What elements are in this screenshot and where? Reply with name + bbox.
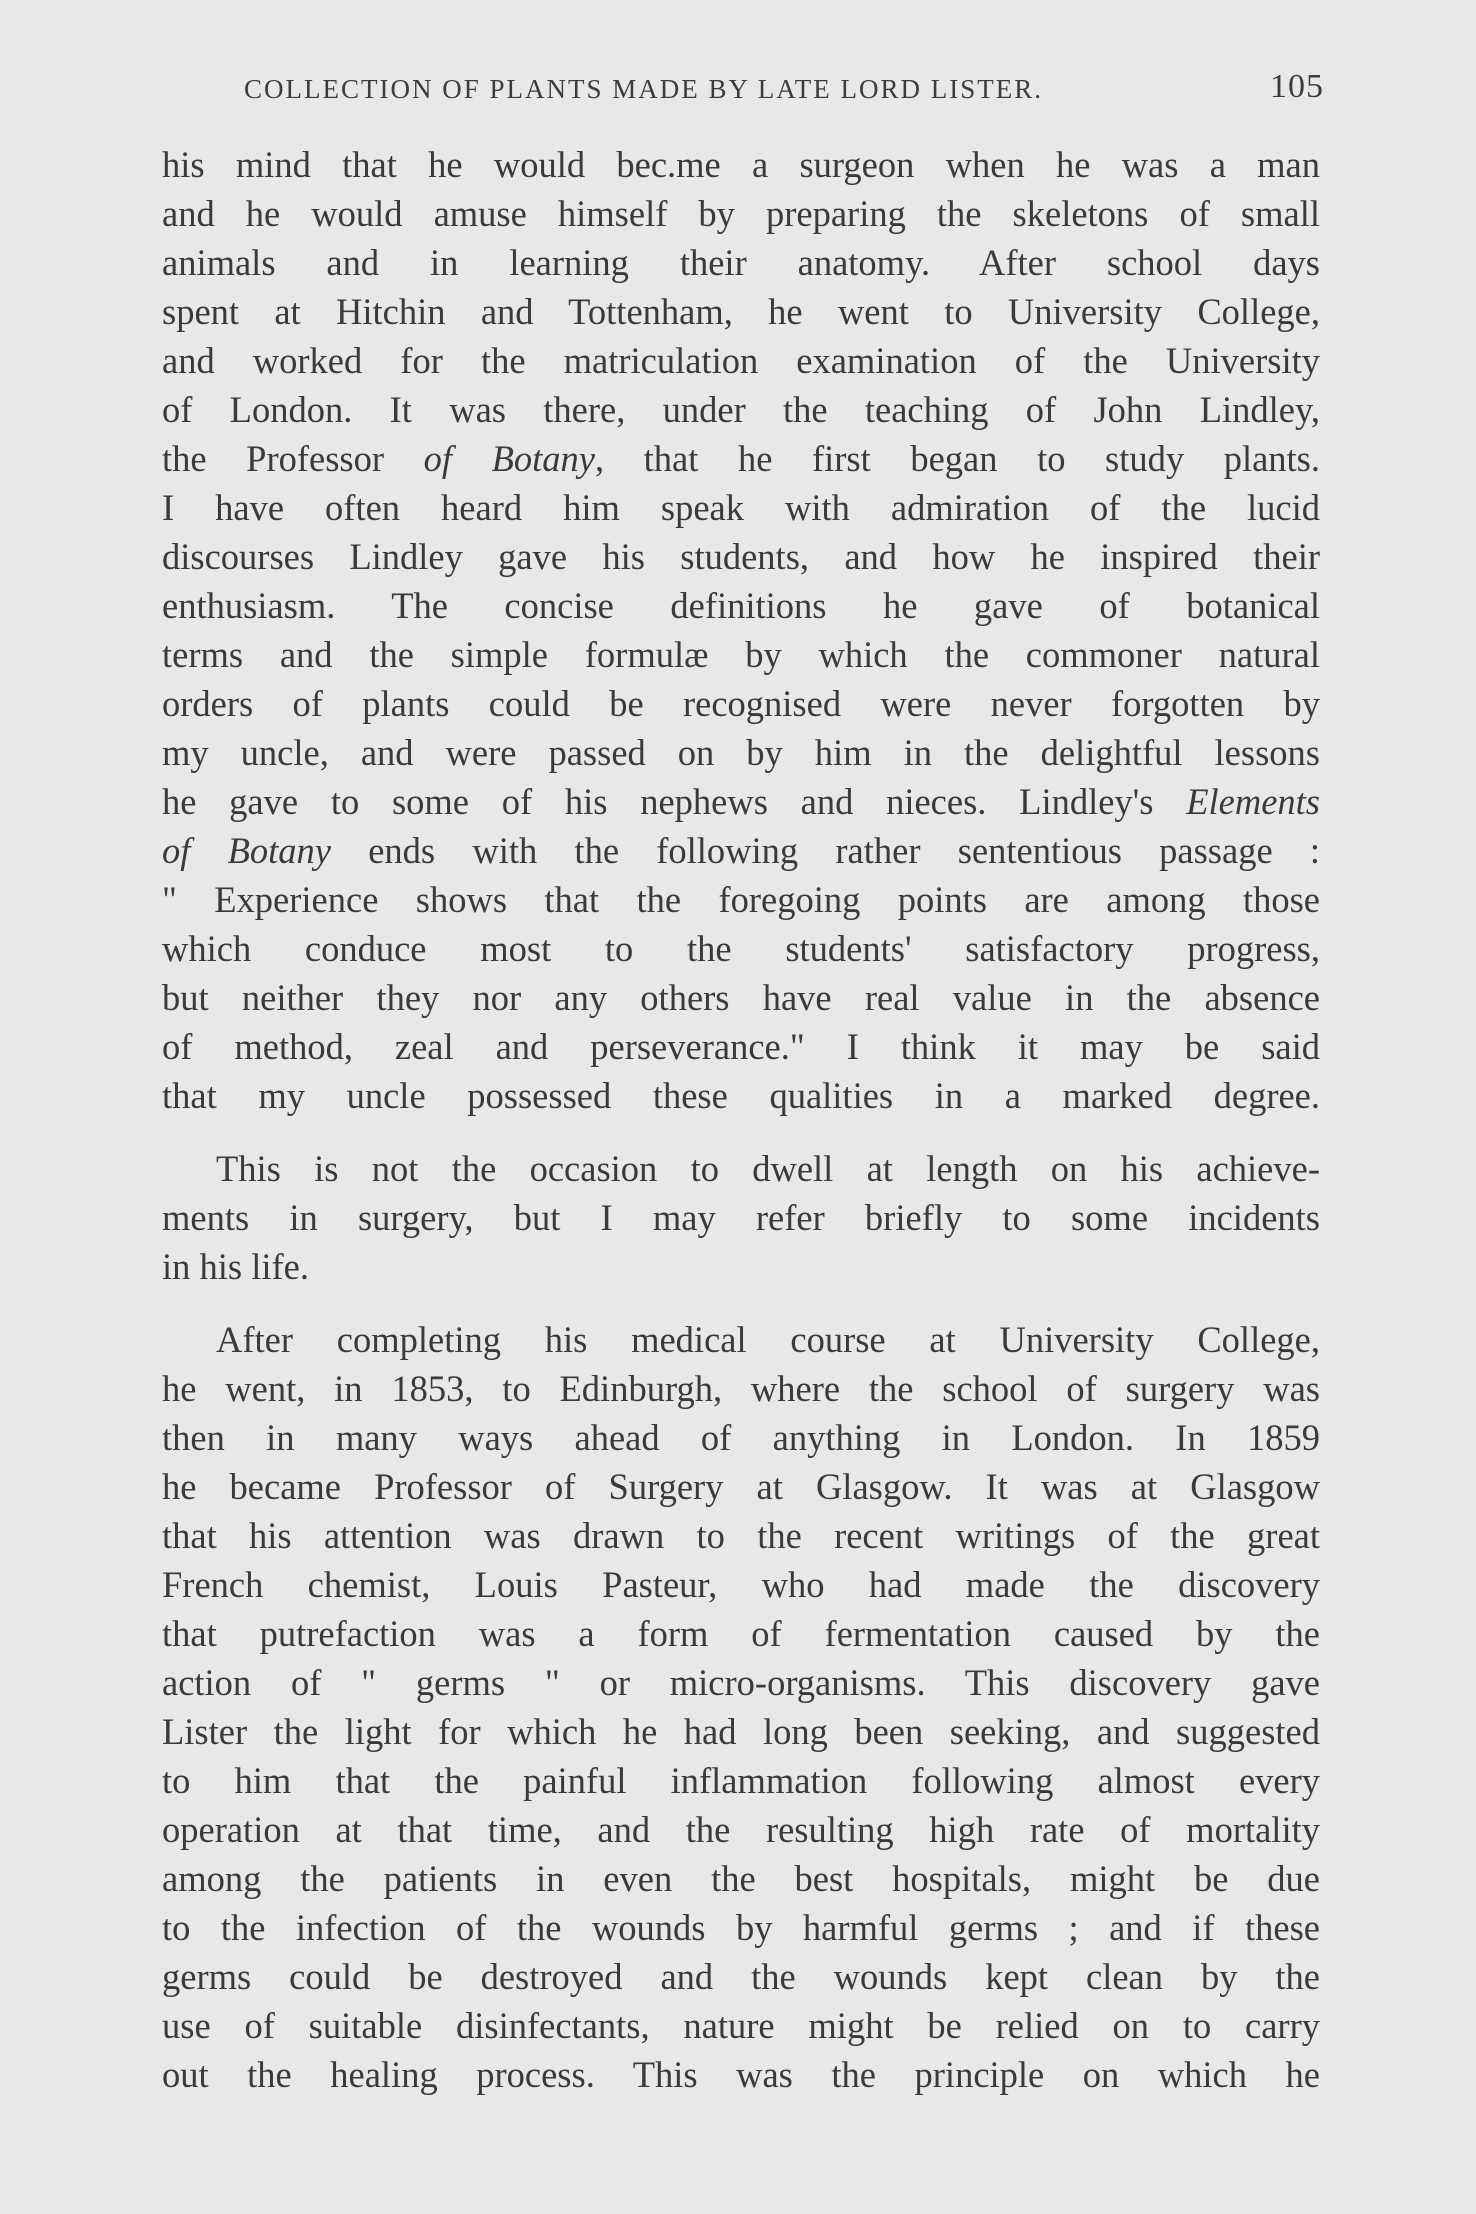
page-number: 105 — [1270, 68, 1324, 105]
text-line: germs could be destroyed and the wounds kept clean by the — [162, 1956, 1320, 1997]
text-line: " Experience shows that the foregoing points are among those — [162, 879, 1320, 920]
text-line: spent at Hitchin and Tottenham, he went to University College, — [162, 291, 1320, 332]
text-line: and he would amuse himself by preparing the skeletons of small — [162, 193, 1320, 234]
text-line: to him that the painful inflammation following almost every — [162, 1760, 1320, 1801]
text-line: to the infection of the wounds by harmful germs ; and if these — [162, 1907, 1320, 1948]
text-line: This is not the occasion to dwell at length on his achieve- — [216, 1148, 1320, 1189]
italic-title: of Botany — [423, 438, 595, 479]
text-line: of method, zeal and perseverance." I think it may be said — [162, 1026, 1320, 1067]
text-line: that my uncle possessed these qualities in a marked degree. — [162, 1075, 1320, 1116]
text-line: which conduce most to the students' satisfactory progress, — [162, 928, 1320, 969]
paragraph-3 — [162, 1315, 1320, 2099]
text-line: out the healing process. This was the principle on which he — [162, 2054, 1320, 2095]
text-line: action of " germs " or micro-organisms. This discovery gave — [162, 1662, 1320, 1703]
text-line: ments in surgery, but I may refer briefly to some incidents — [162, 1197, 1320, 1238]
text-line: orders of plants could be recognised were never forgotten by — [162, 683, 1320, 724]
text-line: in his life. — [162, 1246, 309, 1287]
text-line: that his attention was drawn to the recent writings of the great — [162, 1515, 1320, 1556]
text-line: he went, in 1853, to Edinburgh, where the school of surgery was — [162, 1368, 1320, 1409]
text-line: but neither they nor any others have real value in the absence — [162, 977, 1320, 1018]
text-line: of Botany ends with the following rather sententious passage : — [162, 830, 1321, 871]
text-line: discourses Lindley gave his students, and how he inspired their — [162, 536, 1320, 577]
text-line: then in many ways ahead of anything in London. In 1859 — [162, 1417, 1320, 1458]
text-line: operation at that time, and the resulting high rate of mortality — [162, 1809, 1320, 1850]
text-line: he gave to some of his nephews and nieces. Lindley's Elements — [162, 781, 1320, 822]
paragraph-1 — [162, 140, 1320, 1120]
body-text — [162, 140, 1320, 2099]
running-head — [244, 68, 1324, 112]
text-line: the Professor of Botany, that he first began to study plants. — [162, 438, 1321, 479]
text-line: my uncle, and were passed on by him in the delightful lessons — [162, 732, 1320, 773]
text-line: among the patients in even the best hospitals, might be due — [162, 1858, 1320, 1899]
text-line: he became Professor of Surgery at Glasgow. It was at Glasgow — [162, 1466, 1320, 1507]
text-line: enthusiasm. The concise definitions he gave of botanical — [162, 585, 1320, 626]
paragraph-2 — [162, 1144, 1320, 1291]
text-line: his mind that he would bec.me a surgeon when he was a man — [162, 144, 1320, 185]
text-line: animals and in learning their anatomy. After school days — [162, 242, 1320, 283]
text-line: terms and the simple formulæ by which the commoner natural — [162, 634, 1320, 675]
text-line: that putrefaction was a form of fermentation caused by the — [162, 1613, 1320, 1654]
text-line: Lister the light for which he had long been seeking, and suggested — [162, 1711, 1320, 1752]
text-line: After completing his medical course at University College, — [216, 1319, 1320, 1360]
running-head-title: COLLECTION OF PLANTS MADE BY LATE LORD LISTER. — [244, 74, 1043, 104]
italic-title: of Botany — [162, 830, 331, 871]
text-line: I have often heard him speak with admiration of the lucid — [162, 487, 1320, 528]
text-line: use of suitable disinfectants, nature might be relied on to carry — [162, 2005, 1320, 2046]
italic-title: Elements — [1186, 781, 1320, 822]
text-line: French chemist, Louis Pasteur, who had made the discovery — [162, 1564, 1320, 1605]
text-line: of London. It was there, under the teaching of John Lindley, — [162, 389, 1320, 430]
text-line: and worked for the matriculation examination of the University — [162, 340, 1320, 381]
